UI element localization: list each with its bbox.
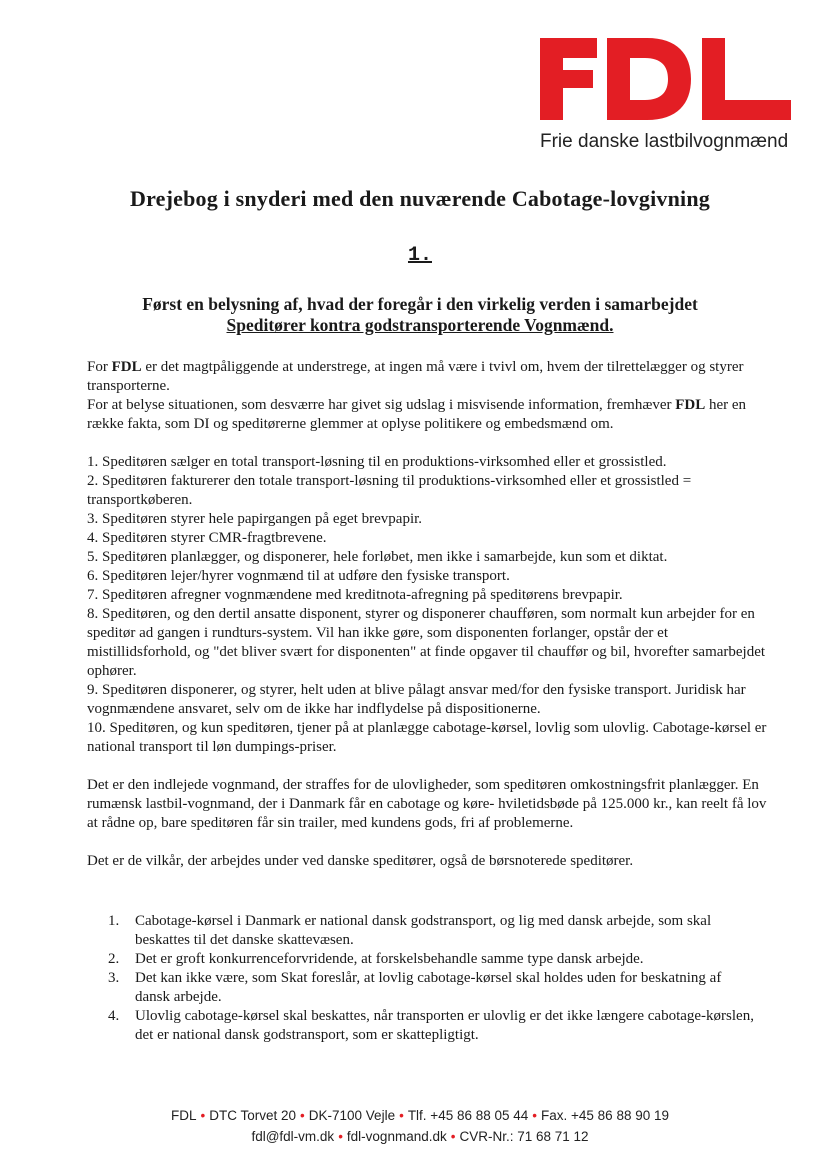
intro-paragraph-2: For at belyse situationen, som desværre har givet sig udslag i misvisende information, fremhæver FDL her en række fakta, som DI og speditørerne glemmer at oplyse politikere og embedsmænd om.	[87, 397, 747, 432]
list-item: 9. Speditøren disponerer, og styrer, helt uden at blive pålagt ansvar med/for den fysiske transport. Juridisk har vognmændene ansvaret, selv om de ikke har indflydelse på dispositionerne.	[87, 682, 746, 717]
footer-line-2: fdl@fdl-vm.dk • fdl-vognmand.dk • CVR-Nr.: 71 68 71 12	[251, 1129, 589, 1144]
list-item: 10. Speditøren, og kun speditøren, tjener på at planlægge cabotage-kørsel, lovlig som ulovlig. Cabotage-kørsel er national transport til løn dumpings-priser.	[87, 720, 767, 755]
facts-list	[87, 453, 767, 757]
list-item: 3. Det kan ikke være, som Skat foreslår, at lovlig cabotage-kørsel skal holdes uden for beskatning af dansk arbejde.	[108, 970, 722, 1005]
list-item: 5. Speditøren planlægger, og disponerer, hele forløbet, men ikke i samarbejde, kun som et diktat.	[87, 549, 668, 565]
list-item: 2. Speditøren fakturerer den totale transport-løsning til produktions-virksomhed eller et grossistled = transportkøberen.	[87, 473, 692, 508]
section-number: 1.	[407, 244, 432, 267]
list-item: 1. Speditøren sælger en total transport-løsning til en produktions-virksomhed eller et grossistled.	[87, 454, 667, 470]
list-item: 4. Ulovlig cabotage-kørsel skal beskattes, når transporten er ulovlig er det ikke længere cabotage-kørslen, det er national dansk godstransport, som er skattepligtigt.	[108, 1008, 754, 1043]
intro-paragraph-1: For FDL er det magtpåliggende at understrege, at ingen må være i tvivl om, hvem der tilrettelægger og styrer transporterne.	[87, 359, 744, 394]
list-item: 1. Cabotage-kørsel i Danmark er national dansk godstransport, og lig med dansk arbejde, som skal beskattes til det danske skattevæsen.	[108, 913, 712, 948]
website-link[interactable]: fdl-vognmand.dk	[346, 1129, 447, 1144]
points-list	[108, 912, 758, 1045]
email-link[interactable]: fdl@fdl-vm.dk	[251, 1129, 335, 1144]
list-item: 7. Speditøren afregner vognmændene med kreditnota-afregning på speditørens brevpapir.	[87, 587, 623, 603]
subtitle-line-2: Speditører kontra godstransporterende Vognmænd.	[226, 315, 614, 335]
list-item: 8. Speditøren, og den dertil ansatte disponent, styrer og disponerer chaufføren, som normalt kun arbejder for en speditør ad gangen i rundturs-system. Vil han ikke gøre, som disponenten forlanger, opstår der et mistillidsforhold, og "det bliver svært for disponenten" at finde opgaver til chauffør og bil, hvorefter samarbejdet ophører.	[87, 606, 766, 679]
paragraph-4: Det er de vilkår, der arbejdes under ved danske speditører, også de børsnoterede speditører.	[87, 853, 634, 869]
subtitle	[0, 294, 825, 336]
paragraph-3: Det er den indlejede vognmand, der straffes for de ulovligheder, som speditøren omkostningsfrit planlægger. En rumænsk lastbil-vognmand, der i Danmark får en cabotage og køre- hviletidsbøde på 125.000 kr., kan reelt få lov at rådne op, bare speditøren får sin trailer, med kundens gods, fri af problemerne.	[87, 777, 767, 831]
list-item: 4. Speditøren styrer CMR-fragtbrevene.	[87, 530, 327, 546]
footer	[0, 1105, 825, 1147]
fdl-logo	[535, 32, 795, 124]
list-item: 6. Speditøren lejer/hyrer vognmænd til at udføre den fysiske transport.	[87, 568, 510, 584]
footer-line-1: FDL • DTC Torvet 20 • DK-7100 Vejle • Tlf. +45 86 88 05 44 • Fax. +45 86 88 90 19	[171, 1108, 669, 1123]
document-body	[87, 358, 767, 871]
list-item: 2. Det er groft konkurrenceforvridende, at forskelsbehandle samme type dansk arbejde.	[108, 951, 644, 967]
subtitle-line-1: Først en belysning af, hvad der foregår i den virkelig verden i samarbejdet	[142, 294, 698, 314]
page-title: Drejebog i snyderi med den nuværende Cabotage-lovgivning	[130, 186, 710, 211]
logo-tagline: Frie danske lastbilvognmænd	[540, 131, 789, 152]
list-item: 3. Speditøren styrer hele papirgangen på eget brevpapir.	[87, 511, 423, 527]
